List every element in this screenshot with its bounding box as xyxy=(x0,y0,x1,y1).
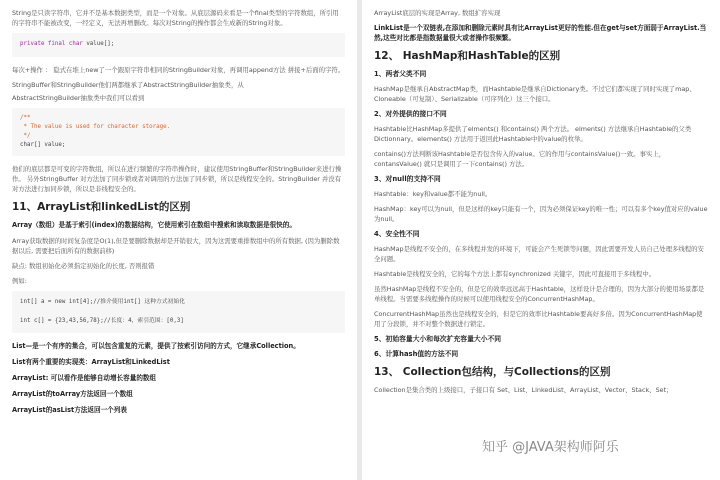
code-block-char-value xyxy=(12,108,345,156)
subheading-interfaces: 2、对外提供的接口不同 xyxy=(374,110,447,118)
list-impl-paragraph: List有两个重要的实现类：ArrayList和LinkedList xyxy=(12,358,170,366)
array-complexity-paragraph: Array获取数据的时间复杂度是O(1),但是要删除数据却是开销很大，因为这需要重排数组中的所有数据, (因为删除数据以后, 需要把后面所有的数据前移) xyxy=(12,237,340,255)
aslist-bold-paragraph: ArrayList的asList方法返回一个列表 xyxy=(12,406,127,414)
efficiency-paragraph: 虽然HashMap是线程不安全的，但是它的效率远远高于Hashtable，这样设计是合理的，因为大部分的使用场景都是单线程。当需要多线程操作的时候可以使用线程安全的ConcurrentHashMap。 xyxy=(374,285,705,303)
collection-paragraph: Collection是集合类的上级接口，子接口有 Set、List、LinkedList、ArrayList、Vector、Stack、Set； xyxy=(374,386,673,394)
left-page xyxy=(0,0,357,480)
watermark: 知乎 @JAVA架构师阿乐 xyxy=(482,440,619,455)
code-line: * The value is used for character storage. xyxy=(20,124,171,130)
subheading-null-support: 3、对null的支持不同 xyxy=(374,175,441,183)
parent-class-paragraph: HashMap是继承自AbstractMap类，而Hashtable是继承自Dictionary类。不过它们都实现了同时实现了map、Cloneable（可复制）、Serializable（可序列化）这三个接口。 xyxy=(374,85,696,103)
hashtable-safe-paragraph: Hashtable是线程安全的，它的每个方法上都有synchronized 关键字，因此可直接用于多线程中。 xyxy=(374,270,656,278)
code-line: int[] a = new int[4];//推介使用int[] 这种方式初始化 xyxy=(20,299,185,305)
array-bold-paragraph: Array（数组）是基于索引(index)的数据结构，它使用索引在数组中搜索和读取数据是很快的。 xyxy=(12,221,296,229)
stringbuffer-paragraph-line1: StringBuffer和StringBuilder他们两都继承了AbstractStringBuilder抽象类，从 xyxy=(12,81,244,89)
right-page xyxy=(362,0,720,480)
code-line: private final char value[]; xyxy=(20,41,115,47)
code-line: int c[] = {23,43,56,78};//长度：4，索引范围：[0,3] xyxy=(20,318,184,324)
contains-paragraph: contains()方法判断该Hashtable是否包含传入的value。它的作用与containsValue()一致。事实上，contansValue() 就只是调用了一下contains() 方法。 xyxy=(374,150,666,168)
hashmap-null-paragraph: HashMap：key可以为null，但是这样的key只能有一个，因为必须保证key的唯一性；可以有多个key值对应的value为null。 xyxy=(374,205,708,223)
string-intro-paragraph: String是只读字符串，它并不是基本数据类型，而是一个对象。从底层源码来看是一个final类型的字符数组，所引用的字符串不能被改变，一经定义，无法再增删改。每次对String的操作都会生成新的String对象。 xyxy=(12,9,339,27)
section-heading-13: 13、 Collection包结构，与Collections的区别 xyxy=(374,366,611,378)
subheading-capacity: 5、初始容量大小和每次扩充容量大小不同 xyxy=(374,335,502,343)
list-bold-paragraph: List—是一个有序的集合，可以包含重复的元素，提供了按索引访问的方式，它继承Collection。 xyxy=(12,342,300,350)
example-label: 例如: xyxy=(12,277,27,285)
toarray-bold-paragraph: ArrayList的toArray方法返回一个数组 xyxy=(12,390,133,398)
concurrenthashmap-paragraph: ConcurrentHashMap虽然也是线程安全的，但是它的效率比Hashtable要高好多倍。因为ConcurrentHashMap使用了分段锁，并不对整个数据进行锁定。 xyxy=(374,310,703,328)
array-drawback-paragraph: 缺点: 数组初始化必须指定初始化的长度, 否则报错 xyxy=(12,262,155,270)
section-heading-12: 12、 HashMap和HashTable的区别 xyxy=(374,50,561,62)
subheading-parent-class: 1、两者父类不同 xyxy=(374,70,427,78)
subheading-thread-safety: 4、安全性不同 xyxy=(374,230,420,238)
arraylist-impl-paragraph: ArrayList底层的实现是Array, 数组扩容实现 xyxy=(374,9,501,17)
arraylist-bold-paragraph: ArrayList: 可以看作是能够自动增长容量的数组 xyxy=(12,374,157,382)
linklist-bold-paragraph: LinkList是一个双链表,在添加和删除元素时具有比ArrayList更好的性能.但在get与set方面弱于ArrayList.当然,这些对比都是指数据量很大或者操作很频繁。 xyxy=(374,24,707,42)
section-heading-11: 11、ArrayList和linkedList的区别 xyxy=(12,201,191,213)
stringbuffer-paragraph-line2: AbstractStringBuilder抽象类中我们可以看到 xyxy=(12,94,145,102)
code-line: char[] value; xyxy=(20,142,66,148)
mutable-array-paragraph: 他们的底层都是可变的字符数组，所以在进行频繁的字符串操作时，建议使用StringBuffer和StringBuilder来进行操作。 另外StringBuffer 对方法加了同步锁或者对调用的方法加了同步锁，所以是线程安全的。StringBuilder 并没有对方法进行加同步锁，所以是非线程安全的。 xyxy=(12,165,342,193)
code-line: */ xyxy=(20,133,31,139)
hashmap-unsafe-paragraph: HashMap是线程不安全的，在多线程并发的环境下，可能会产生死锁等问题，因此需要开发人员自己处理多线程的安全问题。 xyxy=(374,245,704,263)
interfaces-paragraph: Hashtable比HashMap多提供了elments() 和contains() 两个方法。 elments() 方法继承自Hashtable的父类Dictionnary。elements() 方法用于返回此Hashtable中的value的枚举。 xyxy=(374,125,692,143)
subheading-hash-method: 6、计算hash值的方法不同 xyxy=(374,350,459,358)
code-block-string-value xyxy=(12,33,345,57)
code-line: /** xyxy=(20,115,31,121)
plus-operation-paragraph: 每次+操作 ： 隐式在堆上new了一个跟原字符串相同的StringBuilder对象，再调用append方法 拼接+后面的字符。 xyxy=(12,66,345,74)
code-block-array-init xyxy=(12,291,345,333)
hashtable-null-paragraph: Hashtable：key和value都不能为null。 xyxy=(374,190,492,198)
